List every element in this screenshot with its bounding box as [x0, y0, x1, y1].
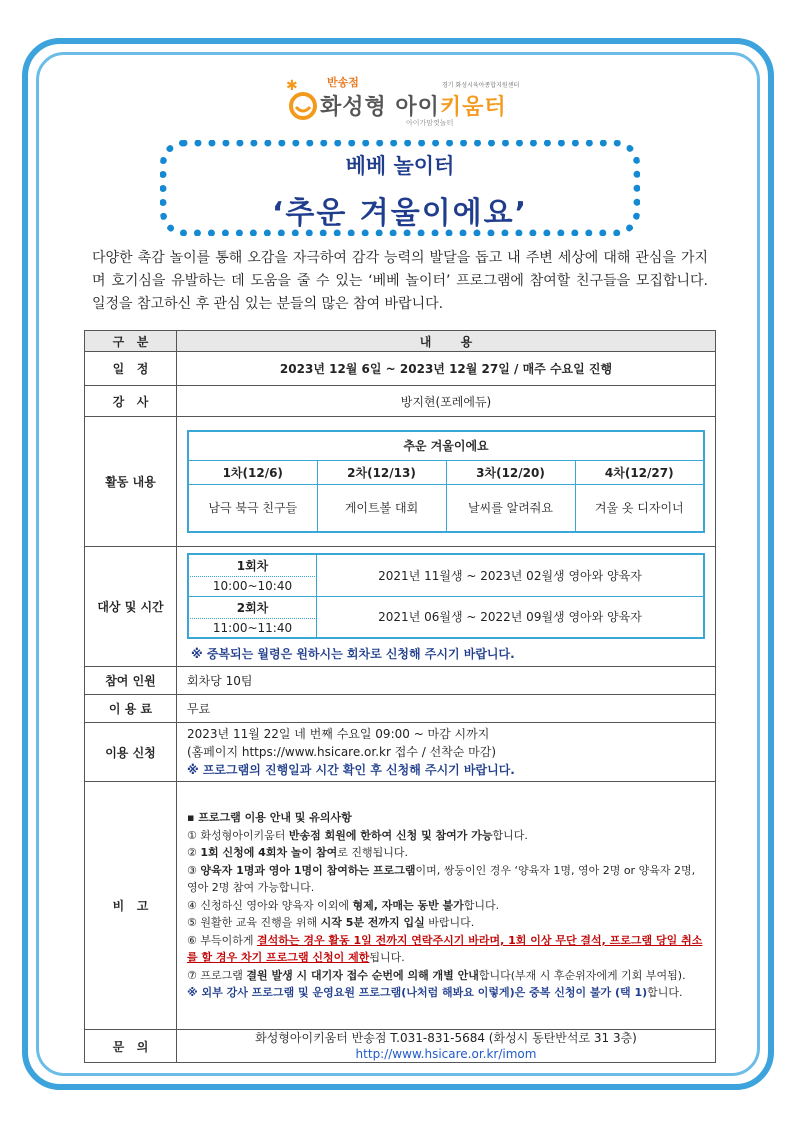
logo-branch: 반송점: [327, 76, 359, 89]
activity-topic: 겨울 옷 디자이너: [575, 484, 704, 532]
session-row: [188, 554, 704, 596]
target-cell: [177, 547, 716, 667]
contact-url-link[interactable]: http://www.hsicare.or.kr/imom: [355, 1047, 537, 1061]
instructor-label: 강 사: [85, 386, 177, 417]
fee-label: 이 용 료: [85, 695, 177, 723]
session-row: [188, 596, 704, 638]
target-note: ※ 중복되는 월령은 원하시는 회차로 신청해 주시기 바랍니다.: [191, 647, 515, 661]
session-name: 2회차: [190, 599, 315, 619]
activity-round: 4차(12/27): [575, 460, 704, 484]
logo-name-part2: 키움터: [439, 95, 507, 120]
logo-org: 경기 화성시육아종합지원센터: [442, 82, 520, 89]
target-row: [85, 547, 716, 667]
remarks-row: [85, 782, 716, 1030]
apply-row: [85, 723, 716, 782]
header-content: 내 용: [177, 331, 716, 352]
activity-round: 3차(12/20): [446, 460, 575, 484]
contact-cell: [177, 1030, 716, 1063]
session-name: 1회차: [190, 557, 315, 577]
capacity-value: 회차당 10팀: [177, 667, 716, 695]
schedule-row: [85, 352, 716, 386]
logo-name: [320, 90, 507, 121]
program-table: [84, 330, 716, 1063]
contact-label: 문 의: [85, 1030, 177, 1063]
activity-topic: 날씨를 알려줘요: [446, 484, 575, 532]
logo-name-part1: 화성형 아이: [320, 95, 440, 120]
page-title-line2: ‘추운 겨울이에요’: [271, 196, 529, 231]
contact-row: [85, 1030, 716, 1063]
remark-item: ⑦ 프로그램 결원 발생 시 대기자 접수 순번에 의해 개별 안내합니다(부재 시 후순위자에게 기회 부여됨).: [187, 968, 686, 982]
apply-note: ※ 프로그램의 진행일과 시간 확인 후 신청해 주시기 바랍니다.: [187, 763, 515, 777]
apply-cell: [177, 723, 716, 782]
remarks-label: 비 고: [85, 782, 177, 1030]
session-time-cell: [188, 554, 317, 596]
target-label: 대상 및 시간: [85, 547, 177, 667]
instructor-value: 방지현(포레에듀): [177, 386, 716, 417]
remark-item: ⑥ 부득이하게 결석하는 경우 활동 1일 전까지 연락주시기 바라며, 1회 이상 무단 결석, 프로그램 당일 취소를 할 경우 차기 프로그램 신청이 제한됩니다.: [187, 933, 703, 965]
smiley-logo-icon: [286, 78, 320, 122]
activity-topic: 게이트볼 대회: [317, 484, 446, 532]
session-target: 2021년 11월생 ~ 2023년 02월생 영아와 양육자: [317, 554, 705, 596]
activity-cell: [177, 417, 716, 547]
page-title-line1: 베베 놀이터: [345, 154, 455, 178]
apply-label: 이용 신청: [85, 723, 177, 782]
contact-info: 화성형아이키움터 반송점 T.031-831-5684 (화성시 동탄반석로 31 3층): [255, 1031, 637, 1045]
activity-row: [85, 417, 716, 547]
capacity-label: 참여 인원: [85, 667, 177, 695]
session-time: 11:00~11:40: [212, 620, 293, 635]
activity-round: 2차(12/13): [317, 460, 446, 484]
svg-text:✱: ✱: [286, 78, 298, 94]
remarks-heading: ▪ 프로그램 이용 안내 및 유의사항: [187, 811, 352, 825]
session-table: [187, 553, 705, 639]
remark-item: ⑤ 원활한 교육 진행을 위해 시작 5분 전까지 입실 바랍니다.: [187, 916, 475, 930]
remark-item: ③ 양육자 1명과 영아 1명이 참여하는 프로그램이며, 쌍둥이인 경우 ‘양육자 1명, 영아 2명 or 양육자 2명, 영아 2명 참여 가능합니다.: [187, 863, 696, 895]
remarks-cell: [177, 782, 716, 1030]
schedule-label: 일 정: [85, 352, 177, 386]
activity-round: 1차(12/6): [188, 460, 317, 484]
activity-topic: 남극 북극 친구들: [188, 484, 317, 532]
fee-row: [85, 695, 716, 723]
instructor-row: [85, 386, 716, 417]
activity-label: 활동 내용: [85, 417, 177, 547]
schedule-value: 2023년 12월 6일 ~ 2023년 12월 27일 / 매주 수요일 진행: [177, 352, 716, 386]
remark-item: ② 1회 신청에 4회차 놀이 참여로 진행됩니다.: [187, 846, 408, 860]
session-target: 2021년 06월생 ~ 2022년 09월생 영아와 양육자: [317, 596, 705, 638]
apply-period: 2023년 11월 22일 네 번째 수요일 09:00 ~ 마감 시까지: [187, 727, 490, 741]
activity-table: [187, 430, 705, 533]
activity-rounds-row: [188, 460, 704, 484]
apply-method: (홈페이지 https://www.hsicare.or.kr 접수 / 선착순 마감): [187, 745, 497, 759]
activity-topics-row: [188, 484, 704, 532]
logo: [282, 72, 522, 132]
session-time: 10:00~10:40: [212, 579, 293, 594]
remark-item: ※ 외부 강사 프로그램 및 운영요원 프로그램(나처럼 해봐요 이렇게)은 중복 신청이 불가 (택 1)합니다.: [187, 986, 683, 1000]
header-category: 구 분: [85, 331, 177, 352]
fee-value: 무료: [177, 695, 716, 723]
session-time-cell: [188, 596, 317, 638]
remark-item: ① 화성형아이키움터 반송점 회원에 한하여 신청 및 참여가 가능합니다.: [187, 828, 528, 842]
activity-title: 추운 겨울이에요: [188, 431, 704, 460]
intro-paragraph: 다양한 촉감 놀이를 통해 오감을 자극하여 감각 능력의 발달을 돕고 내 주변 세상에 대해 관심을 가지며 호기심을 유발하는 데 도움을 줄 수 있는 ‘베베 놀이터’ 프로그램에 참여할 친구들을 모집합니다. 일정을 참고하신 후 관심 있는 분들의 많은 참여 바랍니다.: [92, 250, 708, 312]
table-header-row: [85, 331, 716, 352]
remark-item: ④ 신청하신 영아와 양육자 이외에 형제, 자매는 동반 불가합니다.: [187, 898, 500, 912]
capacity-row: [85, 667, 716, 695]
logo-tagline: 아이가맘껏놀터: [406, 119, 454, 127]
